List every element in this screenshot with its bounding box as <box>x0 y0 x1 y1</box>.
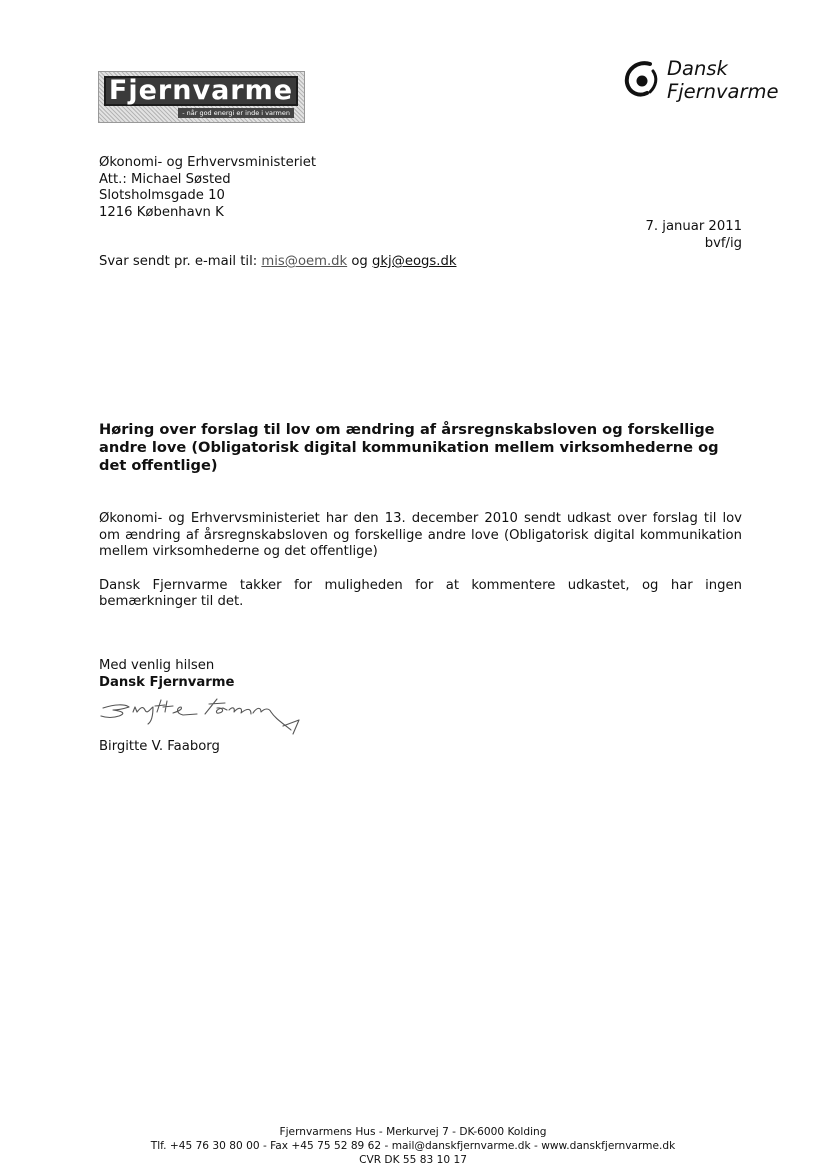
handwritten-signature <box>93 694 323 736</box>
letter-date: 7. januar 2011 <box>645 219 742 234</box>
recipient-address <box>99 155 316 221</box>
address-line: Att.: Michael Søsted <box>99 171 231 187</box>
letter-body <box>99 511 742 628</box>
email-link-oem[interactable]: mis@oem.dk <box>261 254 348 269</box>
email-link-eogs[interactable]: gkj@eogs.dk <box>372 254 457 269</box>
fjernvarme-logo <box>98 71 305 123</box>
reference-initials: bvf/ig <box>704 235 742 251</box>
address-line: 1216 København K <box>99 204 224 220</box>
fjernvarme-logo-word: Fjernvarme <box>104 76 298 106</box>
closing-organization: Dansk Fjernvarme <box>99 674 235 690</box>
dansk-fjernvarme-logo-text <box>667 57 779 103</box>
footer-contact: Tlf. +45 76 30 80 00 - Fax +45 75 52 89 62 - mail@danskfjernvarme.dk - www.danskfjernvarme.dk <box>150 1140 676 1152</box>
dansk-fjernvarme-logo-icon <box>620 58 662 100</box>
dansk-fjernvarme-logo-line1: Dansk <box>667 57 728 80</box>
reply-prefix: Svar sendt pr. e-mail til: <box>99 254 262 269</box>
footer-address: Fjernvarmens Hus - Merkurvej 7 - DK-6000 Kolding <box>279 1126 547 1138</box>
letter-footer <box>0 1125 826 1167</box>
letter-heading: Høring over forslag til lov om ændring af årsregnskabsloven og forskellige andre love (Obligatorisk digital kommunikation mellem virksomhederne og det offentlige) <box>99 421 719 474</box>
signer-name: Birgitte V. Faaborg <box>99 739 220 754</box>
closing-greeting: Med venlig hilsen <box>99 658 215 673</box>
dansk-fjernvarme-logo-line2: Fjernvarme <box>667 80 779 103</box>
footer-cvr: CVR DK 55 83 10 17 <box>359 1154 467 1166</box>
body-paragraph: Økonomi- og Erhvervsministeriet har den 13. december 2010 sendt udkast over forslag til lov om ændring af årsregnskabsloven og forskellige andre love (Obligatorisk digital kommunikation mellem virksomhederne og det offentlige) <box>99 511 742 559</box>
body-paragraph: Dansk Fjernvarme takker for muligheden for at kommentere udkastet, og har ingen bemærkninger til det. <box>99 577 742 609</box>
date-block <box>560 219 742 252</box>
reply-line <box>99 254 456 271</box>
address-line: Slotsholmsgade 10 <box>99 188 225 203</box>
reply-connector: og <box>347 254 372 269</box>
fjernvarme-logo-tagline: - når god energi er inde i varmen <box>178 108 294 118</box>
address-line: Økonomi- og Erhvervsministeriet <box>99 155 317 170</box>
closing-block <box>99 658 235 691</box>
